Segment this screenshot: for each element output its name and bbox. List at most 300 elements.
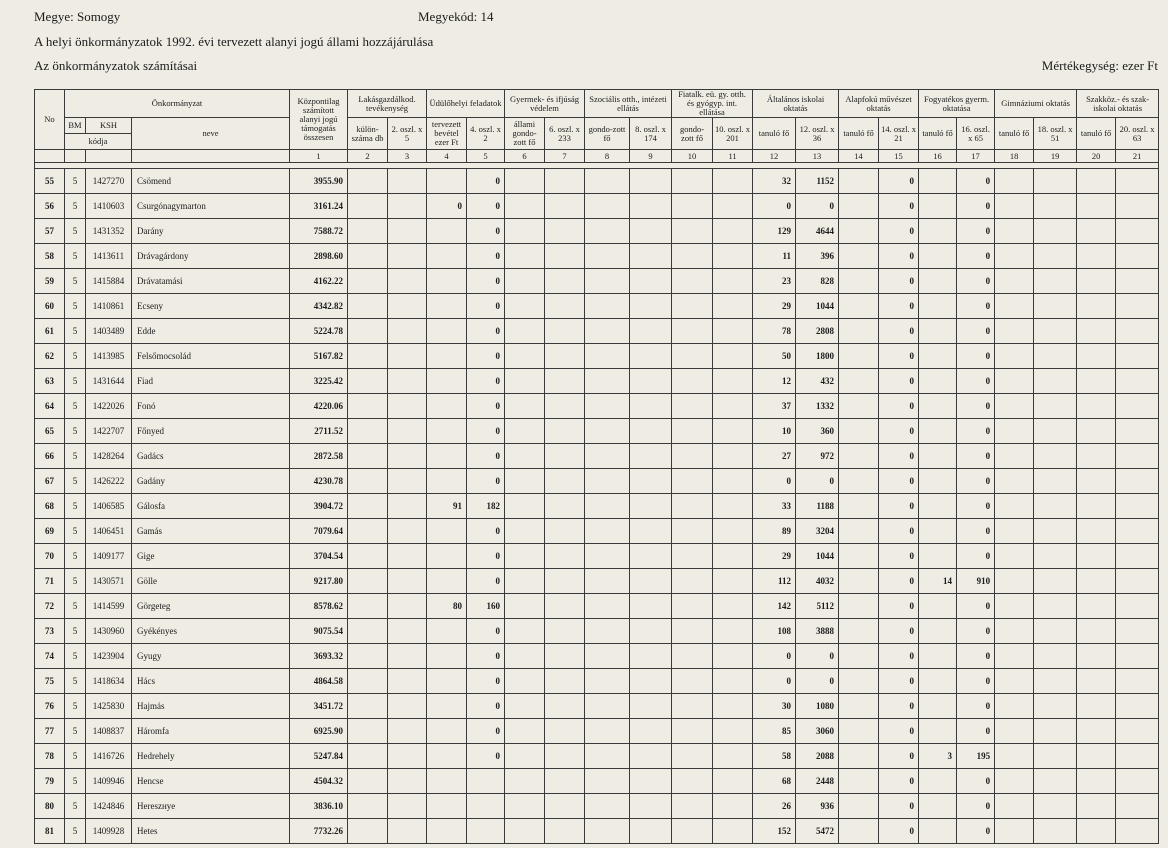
cell-ksh: 1430960	[86, 619, 132, 644]
cell-c13: 3888	[796, 619, 839, 644]
cell-c7	[545, 569, 585, 594]
cell-c20	[1077, 169, 1116, 194]
cell-c12: 108	[753, 619, 796, 644]
cell-c7	[545, 644, 585, 669]
cell-c21	[1116, 594, 1159, 619]
cell-c3	[388, 319, 427, 344]
cell-c14	[839, 444, 879, 469]
cell-c20	[1077, 394, 1116, 419]
cell-c9	[630, 419, 672, 444]
cell-c3	[388, 394, 427, 419]
cell-c7	[545, 544, 585, 569]
cell-c7	[545, 419, 585, 444]
cell-c9	[630, 369, 672, 394]
cell-no: 63	[35, 369, 65, 394]
cell-c7	[545, 769, 585, 794]
cell-c17: 0	[957, 494, 995, 519]
cell-total: 9217.80	[290, 569, 348, 594]
cell-c9	[630, 669, 672, 694]
cell-c6	[505, 744, 545, 769]
cell-c18	[995, 794, 1034, 819]
table-row	[35, 594, 1159, 619]
cell-c16	[919, 794, 957, 819]
header-gyermek: Gyermek- és ifjúság védelem	[505, 90, 585, 118]
cell-c18	[995, 744, 1034, 769]
cell-c17: 0	[957, 644, 995, 669]
cell-c5: 0	[467, 194, 505, 219]
cell-c11	[713, 594, 753, 619]
cell-c3	[388, 169, 427, 194]
cell-c18	[995, 619, 1034, 644]
cell-c21	[1116, 244, 1159, 269]
table-row	[35, 644, 1159, 669]
cell-c15: 0	[879, 669, 919, 694]
cell-c21	[1116, 319, 1159, 344]
cell-c7	[545, 369, 585, 394]
cell-c15: 0	[879, 519, 919, 544]
cell-c17: 910	[957, 569, 995, 594]
cell-name: Hetes	[132, 819, 290, 844]
cell-total: 3693.32	[290, 644, 348, 669]
cell-c10	[672, 519, 713, 544]
cell-c20	[1077, 569, 1116, 594]
cell-c17: 0	[957, 294, 995, 319]
cell-c8	[585, 794, 630, 819]
cell-c19	[1034, 544, 1077, 569]
cell-c12: 142	[753, 594, 796, 619]
cell-c8	[585, 569, 630, 594]
cell-c6	[505, 219, 545, 244]
cell-no: 65	[35, 419, 65, 444]
cell-c5: 0	[467, 169, 505, 194]
header-szocialis-b: 8. oszl. x 174	[630, 118, 672, 150]
cell-c9	[630, 244, 672, 269]
cell-c9	[630, 619, 672, 644]
cell-bm: 5	[65, 519, 86, 544]
page-title: A helyi önkormányzatok 1992. évi tervezett alanyi jogú állami hozzájárulása	[34, 34, 434, 49]
cell-c17: 0	[957, 519, 995, 544]
cell-c19	[1034, 744, 1077, 769]
cell-ksh: 1422707	[86, 419, 132, 444]
cell-c14	[839, 469, 879, 494]
cell-c5: 160	[467, 594, 505, 619]
cell-c18	[995, 419, 1034, 444]
table-row	[35, 719, 1159, 744]
cell-c13: 3060	[796, 719, 839, 744]
cell-ksh: 1409177	[86, 544, 132, 569]
cell-c20	[1077, 419, 1116, 444]
cell-c16	[919, 494, 957, 519]
cell-c7	[545, 669, 585, 694]
cell-c7	[545, 319, 585, 344]
cell-c15: 0	[879, 419, 919, 444]
column-index: 10	[672, 150, 713, 163]
cell-c13: 1044	[796, 294, 839, 319]
cell-c8	[585, 519, 630, 544]
cell-c3	[388, 519, 427, 544]
cell-c11	[713, 244, 753, 269]
cell-bm: 5	[65, 494, 86, 519]
cell-name: Drávagárdony	[132, 244, 290, 269]
cell-total: 7588.72	[290, 219, 348, 244]
cell-c14	[839, 719, 879, 744]
cell-c6	[505, 469, 545, 494]
cell-c4	[427, 519, 467, 544]
cell-c20	[1077, 344, 1116, 369]
cell-c20	[1077, 444, 1116, 469]
cell-c2	[348, 819, 388, 844]
cell-c19	[1034, 794, 1077, 819]
cell-no: 76	[35, 694, 65, 719]
cell-c19	[1034, 294, 1077, 319]
cell-c13: 972	[796, 444, 839, 469]
cell-bm: 5	[65, 744, 86, 769]
cell-c18	[995, 494, 1034, 519]
cell-c13: 4032	[796, 569, 839, 594]
cell-c12: 0	[753, 194, 796, 219]
header-udulo: Üdülőhelyi feladatok	[427, 90, 505, 118]
cell-c19	[1034, 669, 1077, 694]
header-altalanos: Általános iskolai oktatás	[753, 90, 839, 118]
cell-c14	[839, 419, 879, 444]
cell-c15: 0	[879, 444, 919, 469]
cell-c8	[585, 319, 630, 344]
header-onkormanyzat: Önkormányzat	[65, 90, 290, 118]
cell-no: 67	[35, 469, 65, 494]
cell-bm: 5	[65, 594, 86, 619]
cell-c3	[388, 644, 427, 669]
cell-c4	[427, 644, 467, 669]
cell-c9	[630, 194, 672, 219]
cell-c6	[505, 694, 545, 719]
cell-total: 2711.52	[290, 419, 348, 444]
cell-c10	[672, 669, 713, 694]
cell-c2	[348, 369, 388, 394]
header-name: neve	[132, 118, 290, 150]
cell-bm: 5	[65, 569, 86, 594]
cell-c12: 12	[753, 369, 796, 394]
cell-total: 4864.58	[290, 669, 348, 694]
header-lakas-a: külön-száma db	[348, 118, 388, 150]
header-fiatalk: Fiatalk. eü. gy. otth. és gyógyp. int. ellátása	[672, 90, 753, 118]
cell-c18	[995, 669, 1034, 694]
county-label: Megye: Somogy	[34, 9, 121, 24]
cell-c5: 0	[467, 319, 505, 344]
cell-c19	[1034, 169, 1077, 194]
cell-c7	[545, 694, 585, 719]
cell-c4: 0	[427, 194, 467, 219]
cell-c15: 0	[879, 719, 919, 744]
cell-c7	[545, 244, 585, 269]
cell-no: 80	[35, 794, 65, 819]
cell-c5: 0	[467, 444, 505, 469]
cell-c18	[995, 819, 1034, 844]
cell-c12: 0	[753, 469, 796, 494]
cell-no: 71	[35, 569, 65, 594]
cell-c19	[1034, 219, 1077, 244]
cell-total: 3955.90	[290, 169, 348, 194]
cell-c2	[348, 494, 388, 519]
cell-c12: 78	[753, 319, 796, 344]
cell-c16	[919, 319, 957, 344]
table-row	[35, 744, 1159, 769]
cell-c3	[388, 544, 427, 569]
cell-c21	[1116, 619, 1159, 644]
cell-c3	[388, 744, 427, 769]
cell-c13: 1800	[796, 344, 839, 369]
table-row	[35, 219, 1159, 244]
cell-c15: 0	[879, 469, 919, 494]
cell-c17: 0	[957, 769, 995, 794]
cell-c5	[467, 769, 505, 794]
cell-c10	[672, 819, 713, 844]
header-fogyatekos-a: tanuló fő	[919, 118, 957, 150]
cell-c5: 0	[467, 344, 505, 369]
cell-name: Gamás	[132, 519, 290, 544]
cell-c8	[585, 619, 630, 644]
cell-c20	[1077, 269, 1116, 294]
cell-c10	[672, 569, 713, 594]
cell-no: 60	[35, 294, 65, 319]
cell-c6	[505, 244, 545, 269]
cell-c14	[839, 519, 879, 544]
cell-c8	[585, 169, 630, 194]
cell-c5: 0	[467, 644, 505, 669]
cell-c9	[630, 219, 672, 244]
cell-c5: 0	[467, 669, 505, 694]
cell-c8	[585, 444, 630, 469]
cell-c9	[630, 744, 672, 769]
cell-c3	[388, 344, 427, 369]
cell-c14	[839, 319, 879, 344]
cell-c4	[427, 319, 467, 344]
cell-c19	[1034, 419, 1077, 444]
cell-c6	[505, 794, 545, 819]
cell-c17: 0	[957, 319, 995, 344]
cell-c21	[1116, 469, 1159, 494]
cell-c2	[348, 244, 388, 269]
cell-c8	[585, 369, 630, 394]
cell-c21	[1116, 819, 1159, 844]
column-index: 20	[1077, 150, 1116, 163]
cell-c4: 91	[427, 494, 467, 519]
header-gyermek-a: állami gondo-zott fő	[505, 118, 545, 150]
cell-c21	[1116, 769, 1159, 794]
county-code-label: Megyekód: 14	[418, 9, 494, 24]
cell-total: 3904.72	[290, 494, 348, 519]
cell-c14	[839, 344, 879, 369]
cell-c5: 0	[467, 294, 505, 319]
column-index: 3	[388, 150, 427, 163]
cell-c13: 0	[796, 644, 839, 669]
cell-no: 55	[35, 169, 65, 194]
cell-ksh: 1418634	[86, 669, 132, 694]
column-index: 1	[290, 150, 348, 163]
cell-c16	[919, 544, 957, 569]
cell-c7	[545, 169, 585, 194]
cell-c21	[1116, 794, 1159, 819]
cell-c14	[839, 169, 879, 194]
cell-c5: 0	[467, 394, 505, 419]
cell-c16	[919, 669, 957, 694]
column-index: 2	[348, 150, 388, 163]
cell-c8	[585, 219, 630, 244]
cell-c7	[545, 794, 585, 819]
cell-ksh: 1410603	[86, 194, 132, 219]
header-fogyatekos: Fogyatékos gyerm. oktatása	[919, 90, 995, 118]
cell-c11	[713, 819, 753, 844]
cell-c4	[427, 444, 467, 469]
cell-c18	[995, 544, 1034, 569]
header-szakkoz: Szakköz.- és szak-iskolai oktatás	[1077, 90, 1159, 118]
cell-name: Háromfa	[132, 719, 290, 744]
table-row	[35, 619, 1159, 644]
cell-c11	[713, 519, 753, 544]
cell-c10	[672, 769, 713, 794]
cell-c18	[995, 519, 1034, 544]
cell-c11	[713, 494, 753, 519]
cell-c4: 80	[427, 594, 467, 619]
cell-c13: 936	[796, 794, 839, 819]
cell-c6	[505, 769, 545, 794]
cell-c16	[919, 819, 957, 844]
cell-c13: 0	[796, 194, 839, 219]
cell-c19	[1034, 394, 1077, 419]
cell-c7	[545, 494, 585, 519]
header-altalanos-b: 12. oszl. x 36	[796, 118, 839, 150]
header-ksh: KSH	[86, 118, 132, 134]
cell-c5: 0	[467, 419, 505, 444]
cell-name: Hajmás	[132, 694, 290, 719]
header-lakas-b: 2. oszl. x 5	[388, 118, 427, 150]
cell-c17: 0	[957, 169, 995, 194]
cell-c3	[388, 769, 427, 794]
cell-c12: 58	[753, 744, 796, 769]
cell-c5	[467, 819, 505, 844]
cell-c4	[427, 544, 467, 569]
cell-c8	[585, 294, 630, 319]
cell-name: Hencse	[132, 769, 290, 794]
cell-bm: 5	[65, 469, 86, 494]
cell-c19	[1034, 619, 1077, 644]
cell-ksh: 1406585	[86, 494, 132, 519]
cell-c14	[839, 694, 879, 719]
cell-c9	[630, 794, 672, 819]
cell-no: 79	[35, 769, 65, 794]
cell-c13: 2088	[796, 744, 839, 769]
cell-total: 4342.82	[290, 294, 348, 319]
cell-c19	[1034, 269, 1077, 294]
cell-c15: 0	[879, 394, 919, 419]
cell-c4	[427, 419, 467, 444]
cell-c7	[545, 394, 585, 419]
cell-name: Edde	[132, 319, 290, 344]
cell-bm: 5	[65, 694, 86, 719]
header-alapfoku-a: tanuló fő	[839, 118, 879, 150]
cell-c14	[839, 269, 879, 294]
column-index: 7	[545, 150, 585, 163]
cell-c12: 26	[753, 794, 796, 819]
column-index: 21	[1116, 150, 1159, 163]
header-fiatalk-b: 10. oszl. x 201	[713, 118, 753, 150]
header-bm: BM	[65, 118, 86, 134]
cell-bm: 5	[65, 544, 86, 569]
cell-c11	[713, 644, 753, 669]
cell-c6	[505, 669, 545, 694]
cell-c6	[505, 494, 545, 519]
cell-c3	[388, 194, 427, 219]
cell-c3	[388, 444, 427, 469]
cell-c17: 0	[957, 669, 995, 694]
cell-c12: 32	[753, 169, 796, 194]
cell-c14	[839, 219, 879, 244]
cell-c18	[995, 594, 1034, 619]
cell-name: Drávatamási	[132, 269, 290, 294]
cell-c2	[348, 444, 388, 469]
cell-c8	[585, 719, 630, 744]
table-row	[35, 494, 1159, 519]
cell-ksh: 1431352	[86, 219, 132, 244]
cell-c6	[505, 319, 545, 344]
cell-name: Csömend	[132, 169, 290, 194]
cell-c5: 0	[467, 269, 505, 294]
cell-c11	[713, 294, 753, 319]
cell-c2	[348, 544, 388, 569]
cell-ksh: 1427270	[86, 169, 132, 194]
cell-c8	[585, 394, 630, 419]
cell-c2	[348, 719, 388, 744]
cell-c11	[713, 219, 753, 244]
cell-c8	[585, 494, 630, 519]
cell-ksh: 1414599	[86, 594, 132, 619]
cell-bm: 5	[65, 319, 86, 344]
unit-label: Mértékegység: ezer Ft	[1041, 58, 1158, 73]
cell-name: Görgeteg	[132, 594, 290, 619]
cell-total: 3836.10	[290, 794, 348, 819]
table-row	[35, 569, 1159, 594]
cell-c12: 89	[753, 519, 796, 544]
cell-c13: 0	[796, 669, 839, 694]
cell-no: 70	[35, 544, 65, 569]
table-row	[35, 419, 1159, 444]
cell-c9	[630, 594, 672, 619]
cell-c16	[919, 644, 957, 669]
cell-c15: 0	[879, 269, 919, 294]
cell-c10	[672, 394, 713, 419]
cell-c15: 0	[879, 194, 919, 219]
cell-c3	[388, 369, 427, 394]
cell-c14	[839, 494, 879, 519]
cell-total: 4220.06	[290, 394, 348, 419]
cell-c3	[388, 294, 427, 319]
cell-c4	[427, 244, 467, 269]
cell-c10	[672, 219, 713, 244]
cell-c2	[348, 694, 388, 719]
cell-c10	[672, 294, 713, 319]
cell-c18	[995, 269, 1034, 294]
cell-c20	[1077, 519, 1116, 544]
cell-c20	[1077, 319, 1116, 344]
cell-c10	[672, 744, 713, 769]
cell-c9	[630, 269, 672, 294]
cell-c10	[672, 419, 713, 444]
table-row	[35, 769, 1159, 794]
cell-ksh: 1406451	[86, 519, 132, 544]
header-no: No	[35, 90, 65, 150]
cell-c11	[713, 744, 753, 769]
cell-c19	[1034, 369, 1077, 394]
table-row	[35, 469, 1159, 494]
